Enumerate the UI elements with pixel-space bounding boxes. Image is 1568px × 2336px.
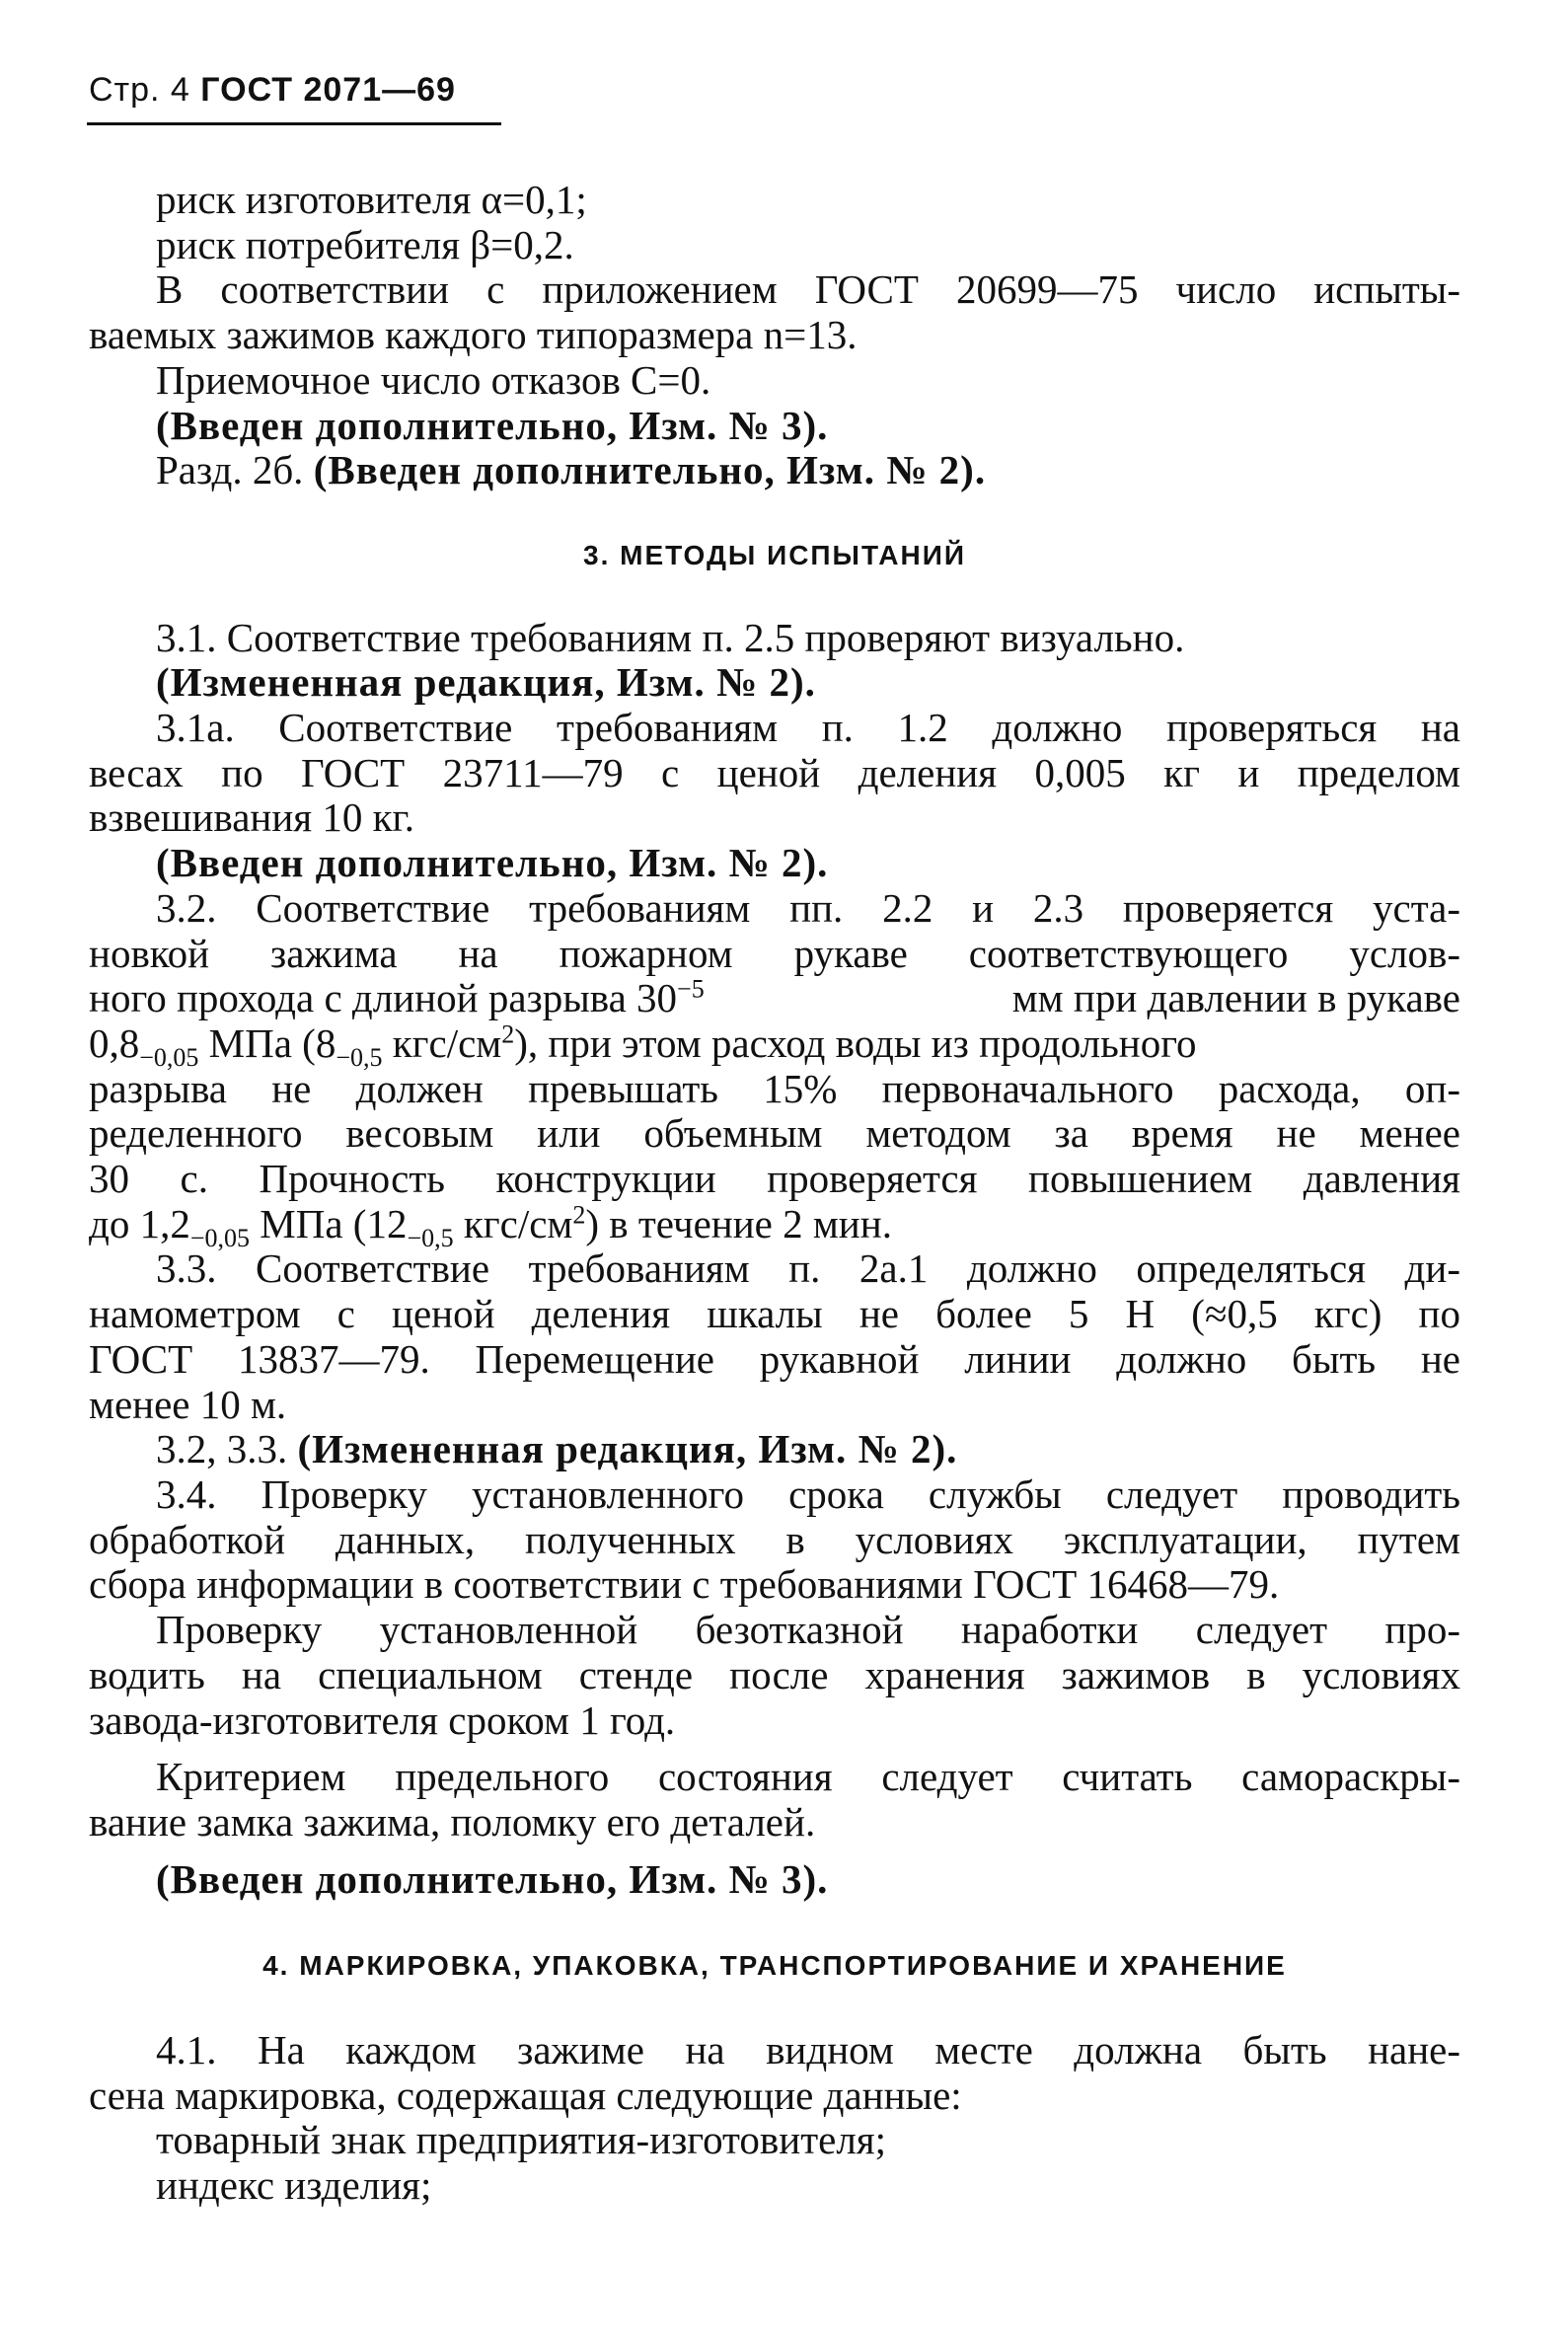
tolerance-sub: −0,05 — [189, 1223, 251, 1252]
clause-ref: 3.2, 3.3. — [156, 1426, 288, 1472]
exponent-sup: 2 — [572, 1200, 586, 1230]
text-line: взвешивания 10 кг. — [89, 794, 415, 841]
text-run: ), при этом расход воды из продольного — [514, 1019, 1197, 1066]
text-run: мм при давлении в рукаве — [1011, 975, 1460, 1021]
text-line: 3.1а. Соответствие требованиям п. 1.2 должно проверяться на — [156, 705, 1460, 751]
section-heading-3: 3. МЕТОДЫ ИСПЫТАНИЙ — [583, 539, 966, 570]
text-line: разрыва не должен превышать 15% первоначального расхода, оп- — [89, 1065, 1460, 1111]
text-line: Приемочное число отказов С=0. — [156, 356, 711, 403]
text-line: 4.1. На каждом зажиме на видном месте должна быть нане- — [156, 2027, 1460, 2073]
text-line: весах по ГОСТ 23711—79 с ценой деления 0,005 кг и пределом — [89, 749, 1460, 795]
text-line: 3.1. Соответствие требованиям п. 2.5 проверяют визуально. — [156, 614, 1185, 660]
text-run: ) в течение 2 мин. — [585, 1200, 892, 1246]
text-line: 3.4. Проверку установленного срока службы следует проводить — [156, 1470, 1460, 1517]
amendment-note: (Введен дополнительно, Изм. № 3). — [156, 402, 829, 448]
text-run: МПа (12 — [250, 1200, 408, 1246]
text-line: водить на специальном стенде после хранения зажимов в условиях — [89, 1651, 1460, 1697]
text-line — [89, 1019, 1460, 1073]
text-line: Проверку установленной безотказной наработки следует про- — [156, 1607, 1460, 1653]
standard-number: ГОСТ 2071—69 — [200, 71, 456, 109]
page-number: Стр. 4 — [89, 71, 190, 109]
list-item: индекс изделия; — [156, 2162, 432, 2209]
text-line: ределенного весовым или объемным методом за время не менее — [89, 1110, 1460, 1157]
text-line: завода-изготовителя сроком 1 год. — [89, 1696, 676, 1743]
text-line — [89, 976, 1460, 1021]
text-line: риск изготовителя α=0,1; — [156, 177, 587, 222]
amendment-note: (Введен дополнительно, Изм. № 2). — [313, 447, 987, 493]
text-line: риск потребителя β=0,2. — [156, 221, 574, 267]
tolerance-sub: −0,05 — [139, 1043, 199, 1073]
header-rule — [87, 122, 501, 125]
text-run: кгс/см — [382, 1019, 502, 1066]
text-line: менее 10 м. — [89, 1381, 287, 1427]
text-run: кгс/см — [453, 1200, 573, 1246]
text-line: 3.2. Соответствие требованиям пп. 2.2 и 2.3 проверяется уста- — [156, 884, 1460, 931]
amendment-note: (Введен дополнительно, Изм. № 2). — [156, 840, 829, 886]
tolerance-sup: −5 — [677, 974, 705, 1004]
exponent-sup: 2 — [501, 1019, 515, 1049]
text-line: вание замка зажима, поломку его деталей. — [89, 1798, 816, 1845]
tolerance-sub: −0,5 — [407, 1223, 454, 1252]
text-run: до 1,2 — [89, 1200, 190, 1246]
text-line — [89, 1427, 1460, 1472]
text-run: ного прохода с длиной разрыва 30 — [89, 975, 678, 1021]
list-item: товарный знак предприятия-изготовителя; — [156, 2117, 887, 2163]
text-line: ГОСТ 13837—79. Перемещение рукавной линии должно быть не — [89, 1335, 1460, 1382]
section-ref: Разд. 2б. — [156, 447, 304, 493]
text-line: сена маркировка, содержащая следующие данные: — [89, 2072, 962, 2118]
text-line — [89, 1200, 1460, 1252]
text-line: сбора информации в соответствии с требованиями ГОСТ 16468—79. — [89, 1561, 1280, 1608]
text-line: обработкой данных, полученных в условиях эксплуатации, путем — [89, 1516, 1460, 1562]
amendment-note: (Измененная редакция, Изм. № 2). — [297, 1426, 958, 1472]
text-line: ваемых зажимов каждого типоразмера n=13. — [89, 312, 858, 358]
text-line: намометром с ценой деления шкалы не более 5 Н (≈0,5 кгс) по — [89, 1291, 1460, 1337]
text-line: 30 с. Прочность конструкции проверяется повышением давления — [89, 1156, 1460, 1202]
text-line: 3.3. Соответствие требованиям п. 2а.1 должно определяться ди- — [156, 1245, 1460, 1292]
text-run: 0,8 — [89, 1019, 140, 1066]
text-line: В соответствии с приложением ГОСТ 20699—75 число испыты- — [156, 266, 1460, 313]
text-line: Критерием предельного состояния следует считать самораскры- — [156, 1754, 1460, 1800]
amendment-note: (Введен дополнительно, Изм. № 3). — [156, 1855, 829, 1902]
page-header — [89, 71, 456, 110]
text-line: новкой зажима на пожарном рукаве соответствующего услов- — [89, 930, 1460, 976]
tolerance-sub: −0,5 — [336, 1043, 383, 1073]
document-body — [89, 178, 1460, 2209]
text-run: МПа (8 — [198, 1019, 336, 1066]
amendment-note: (Измененная редакция, Изм. № 2). — [156, 659, 816, 706]
text-line — [89, 448, 1460, 493]
section-heading-4: 4. МАРКИРОВКА, УПАКОВКА, ТРАНСПОРТИРОВАНИЕ И ХРАНЕНИЕ — [262, 1950, 1287, 1982]
